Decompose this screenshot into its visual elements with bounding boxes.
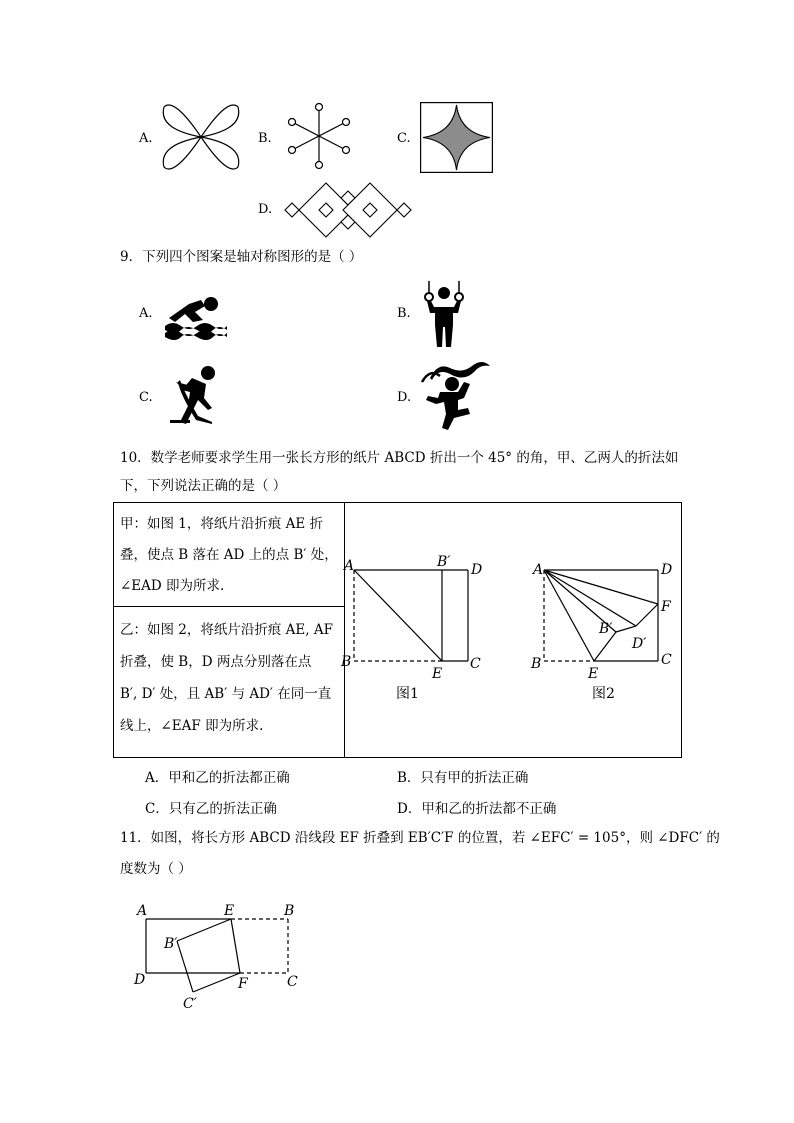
method-yi-line1: 乙：如图 2，将纸片沿折痕 AE, AF bbox=[120, 622, 333, 638]
method-yi-line4: 线上，∠EAF 即为所求. bbox=[120, 718, 264, 734]
q11-stem-line2: 度数为（ ） bbox=[120, 861, 192, 877]
q11-point-c: C bbox=[287, 974, 298, 990]
q11-point-b-prime: B′ bbox=[164, 936, 178, 952]
gymnast-rings-icon bbox=[420, 281, 468, 349]
fig1-point-b: B bbox=[341, 654, 352, 670]
fig1-point-e: E bbox=[432, 666, 443, 682]
four-petal-figure bbox=[162, 103, 240, 171]
method-jia-cell bbox=[114, 503, 345, 607]
fig2-point-a: A bbox=[533, 562, 544, 578]
fig2-point-b: B bbox=[531, 656, 542, 672]
method-yi-line3: B′, D′ 处，且 AB′ 与 AD′ 在同一直 bbox=[120, 686, 332, 702]
q10-stem-line2: 下，下列说法正确的是（ ） bbox=[120, 478, 287, 494]
swimmer-icon bbox=[163, 290, 229, 338]
ribbon-gymnast-icon bbox=[418, 360, 494, 432]
q11-point-f: F bbox=[238, 976, 248, 992]
fig2-point-d-prime: D′ bbox=[632, 636, 647, 652]
fold-figure-1 bbox=[336, 552, 486, 712]
diamond-chain-figure bbox=[283, 182, 413, 240]
method-jia-line3: ∠EAD 即为所求. bbox=[120, 578, 225, 594]
q9-option-b-label: B. bbox=[397, 306, 411, 321]
method-jia-line1: 甲：如图 1，将纸片沿折痕 AE 折 bbox=[120, 516, 324, 532]
q10-stem-line1: 10．数学老师要求学生用一张长方形的纸片 ABCD 折出一个 45° 的角，甲、乙两人的折法如 bbox=[120, 450, 679, 466]
fig2-point-e: E bbox=[588, 666, 599, 682]
q11-point-d: D bbox=[134, 972, 146, 988]
q11-stem-line1: 11．如图，将长方形 ABCD 沿线段 EF 折叠到 EB′C′F 的位置，若 ∠EFC′ = 105°，则 ∠DFC′ 的 bbox=[120, 830, 720, 846]
method-yi-line2: 折叠，使 B，D 两点分别落在点 bbox=[120, 654, 312, 670]
q10-option-d[interactable]: D．甲和乙的折法都不正确 bbox=[397, 801, 557, 817]
q11-point-b: B bbox=[284, 903, 295, 919]
q11-point-c-prime: C′ bbox=[183, 996, 197, 1012]
q8-option-b-label: B. bbox=[258, 131, 272, 146]
q11-point-a: A bbox=[137, 903, 148, 919]
fig1-caption: 图1 bbox=[396, 686, 419, 702]
q9-option-d-label: D. bbox=[397, 390, 412, 405]
fig2-point-b-prime: B′ bbox=[599, 621, 613, 637]
q8-option-a-label: A. bbox=[139, 131, 153, 146]
fig1-point-d: D bbox=[471, 562, 483, 578]
hockey-player-icon bbox=[162, 362, 232, 426]
fig1-point-c: C bbox=[470, 656, 481, 672]
method-jia-line2: 叠，使点 B 落在 AD 上的点 B′ 处， bbox=[120, 547, 338, 563]
fig2-point-d: D bbox=[661, 562, 673, 578]
fig2-point-c: C bbox=[661, 652, 672, 668]
fig1-point-b-prime: B′ bbox=[437, 554, 451, 570]
q11-fold-figure bbox=[130, 900, 310, 1015]
method-yi-cell bbox=[114, 607, 345, 758]
fig2-point-f: F bbox=[661, 599, 671, 615]
q10-option-c[interactable]: C．只有乙的折法正确 bbox=[145, 801, 277, 817]
q11-point-e: E bbox=[224, 903, 235, 919]
q9-stem: 9．下列四个图案是轴对称图形的是（ ） bbox=[120, 249, 363, 265]
fig2-caption: 图2 bbox=[592, 686, 615, 702]
fold-figure-2 bbox=[526, 552, 686, 712]
six-spoke-figure bbox=[284, 102, 354, 170]
fig1-point-a: A bbox=[344, 558, 355, 574]
q9-option-a-label: A. bbox=[139, 306, 153, 321]
q9-option-c-label: C. bbox=[139, 390, 153, 405]
q10-option-a[interactable]: A．甲和乙的折法都正确 bbox=[145, 770, 290, 786]
q8-option-c-label: C. bbox=[397, 131, 411, 146]
square-star-figure bbox=[420, 102, 493, 173]
q10-option-b[interactable]: B．只有甲的折法正确 bbox=[397, 770, 529, 786]
q8-option-d-label: D. bbox=[258, 202, 273, 217]
